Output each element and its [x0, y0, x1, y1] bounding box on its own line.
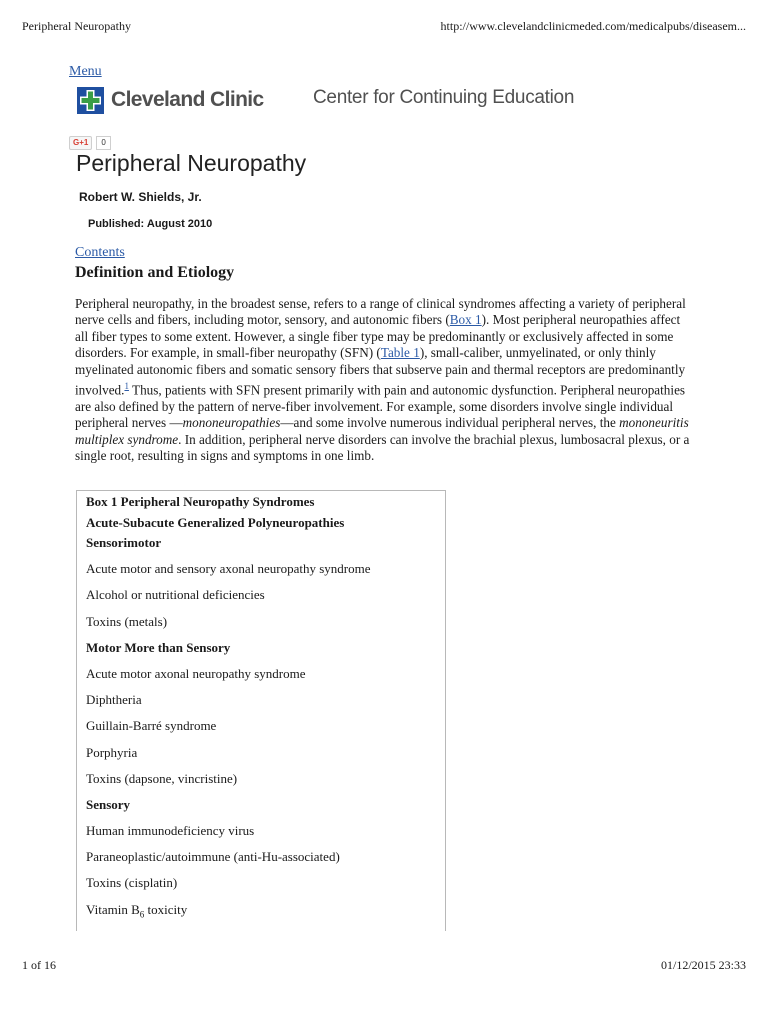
list-item: Acute motor axonal neuropathy syndrome [86, 665, 306, 681]
department-title: Center for Continuing Education [313, 87, 575, 108]
table-1-link[interactable]: Table 1 [380, 345, 420, 361]
google-plus-button[interactable]: G+1 [69, 136, 92, 150]
box-list [86, 530, 436, 923]
box-subtitle: Acute-Subacute Generalized Polyneuropathies [86, 515, 345, 530]
print-header-url: http://www.clevelandclinicmeded.com/medicalpubs/diseasem... [440, 19, 746, 33]
brand-name: Cleveland Clinic [111, 88, 264, 111]
list-item: Toxins (dapsone, vincristine) [86, 770, 238, 786]
contents-link[interactable]: Contents [75, 245, 125, 260]
list-item: Guillain-Barré syndrome [86, 718, 217, 734]
definition-paragraph: Peripheral neuropathy, in the broadest sense, refers to a range of clinical syndromes affecting a variety of peripheral nerve cells and fibers, including motor, sensory, and autonomic fibers (Box 1). Most peripheral neuropathies affect all fiber types to some extent. However, a single fiber type may be predominantly or exclusively affected in some disorders. For example, in small-fiber neuropathy (SFN) (Table 1), small-caliber, unmyelinated, or only thinly myelinated autonomic fibers and somatic sensory fibers that subserve pain and thermal receptors are predominantly involved.$^1$ Thus, patients with SFN present primarily with pain and autonomic dysfunction. Peripheral neuropathies are also defined by the pattern of nerve-fiber involvement. For example, some disorders involve single individual peripheral nerves —mononeuropathies—and some involve numerous individual peripheral nerves, the mononeuritis multiplex syndrome. In addition, peripheral nerve disorders can involve the brachial plexus, lumbosacral plexus, or a single root, resulting in signs and symptoms in one limb. [75, 296, 690, 464]
list-category: Sensory [86, 796, 131, 812]
list-item: Vitamin $B_6$ toxicity [86, 901, 188, 920]
reference-link[interactable]: 1 [124, 381, 129, 392]
google-plus-widget [69, 136, 111, 150]
list-item: Toxins (metals) [86, 613, 168, 629]
page-title: Peripheral Neuropathy [76, 150, 307, 176]
published-date: Published: August 2010 [88, 218, 213, 230]
google-plus-count: 0 [96, 136, 110, 150]
print-footer-timestamp: 01/12/2015 23:33 [660, 958, 746, 972]
section-heading: Definition and Etiology [75, 264, 235, 281]
list-item: Toxins (cisplatin) [86, 875, 178, 891]
cleveland-clinic-logo[interactable] [77, 84, 264, 116]
list-item: Alcohol or nutritional deficiencies [86, 587, 265, 603]
menu-link[interactable]: Menu [69, 64, 102, 79]
list-item: Paraneoplastic/autoimmune (anti-Hu-associated) [86, 849, 340, 865]
box-1-syndromes [76, 490, 446, 931]
list-item: Acute motor and sensory axonal neuropathy syndrome [86, 561, 371, 577]
author-name: Robert W. Shields, Jr. [79, 190, 202, 204]
list-item: Porphyria [86, 744, 138, 760]
print-header-title: Peripheral Neuropathy [22, 19, 131, 33]
list-category: Sensorimotor [86, 535, 162, 550]
print-footer-page: 1 of 16 [22, 958, 56, 972]
cleveland-clinic-cross-icon [77, 87, 104, 114]
list-category: Motor More than Sensory [86, 639, 231, 655]
box-title: Box 1 Peripheral Neuropathy Syndromes [86, 494, 315, 509]
box-1-link[interactable]: Box 1 [449, 312, 482, 328]
list-item: Diphtheria [86, 692, 142, 708]
list-item: Human immunodeficiency virus [86, 823, 255, 839]
